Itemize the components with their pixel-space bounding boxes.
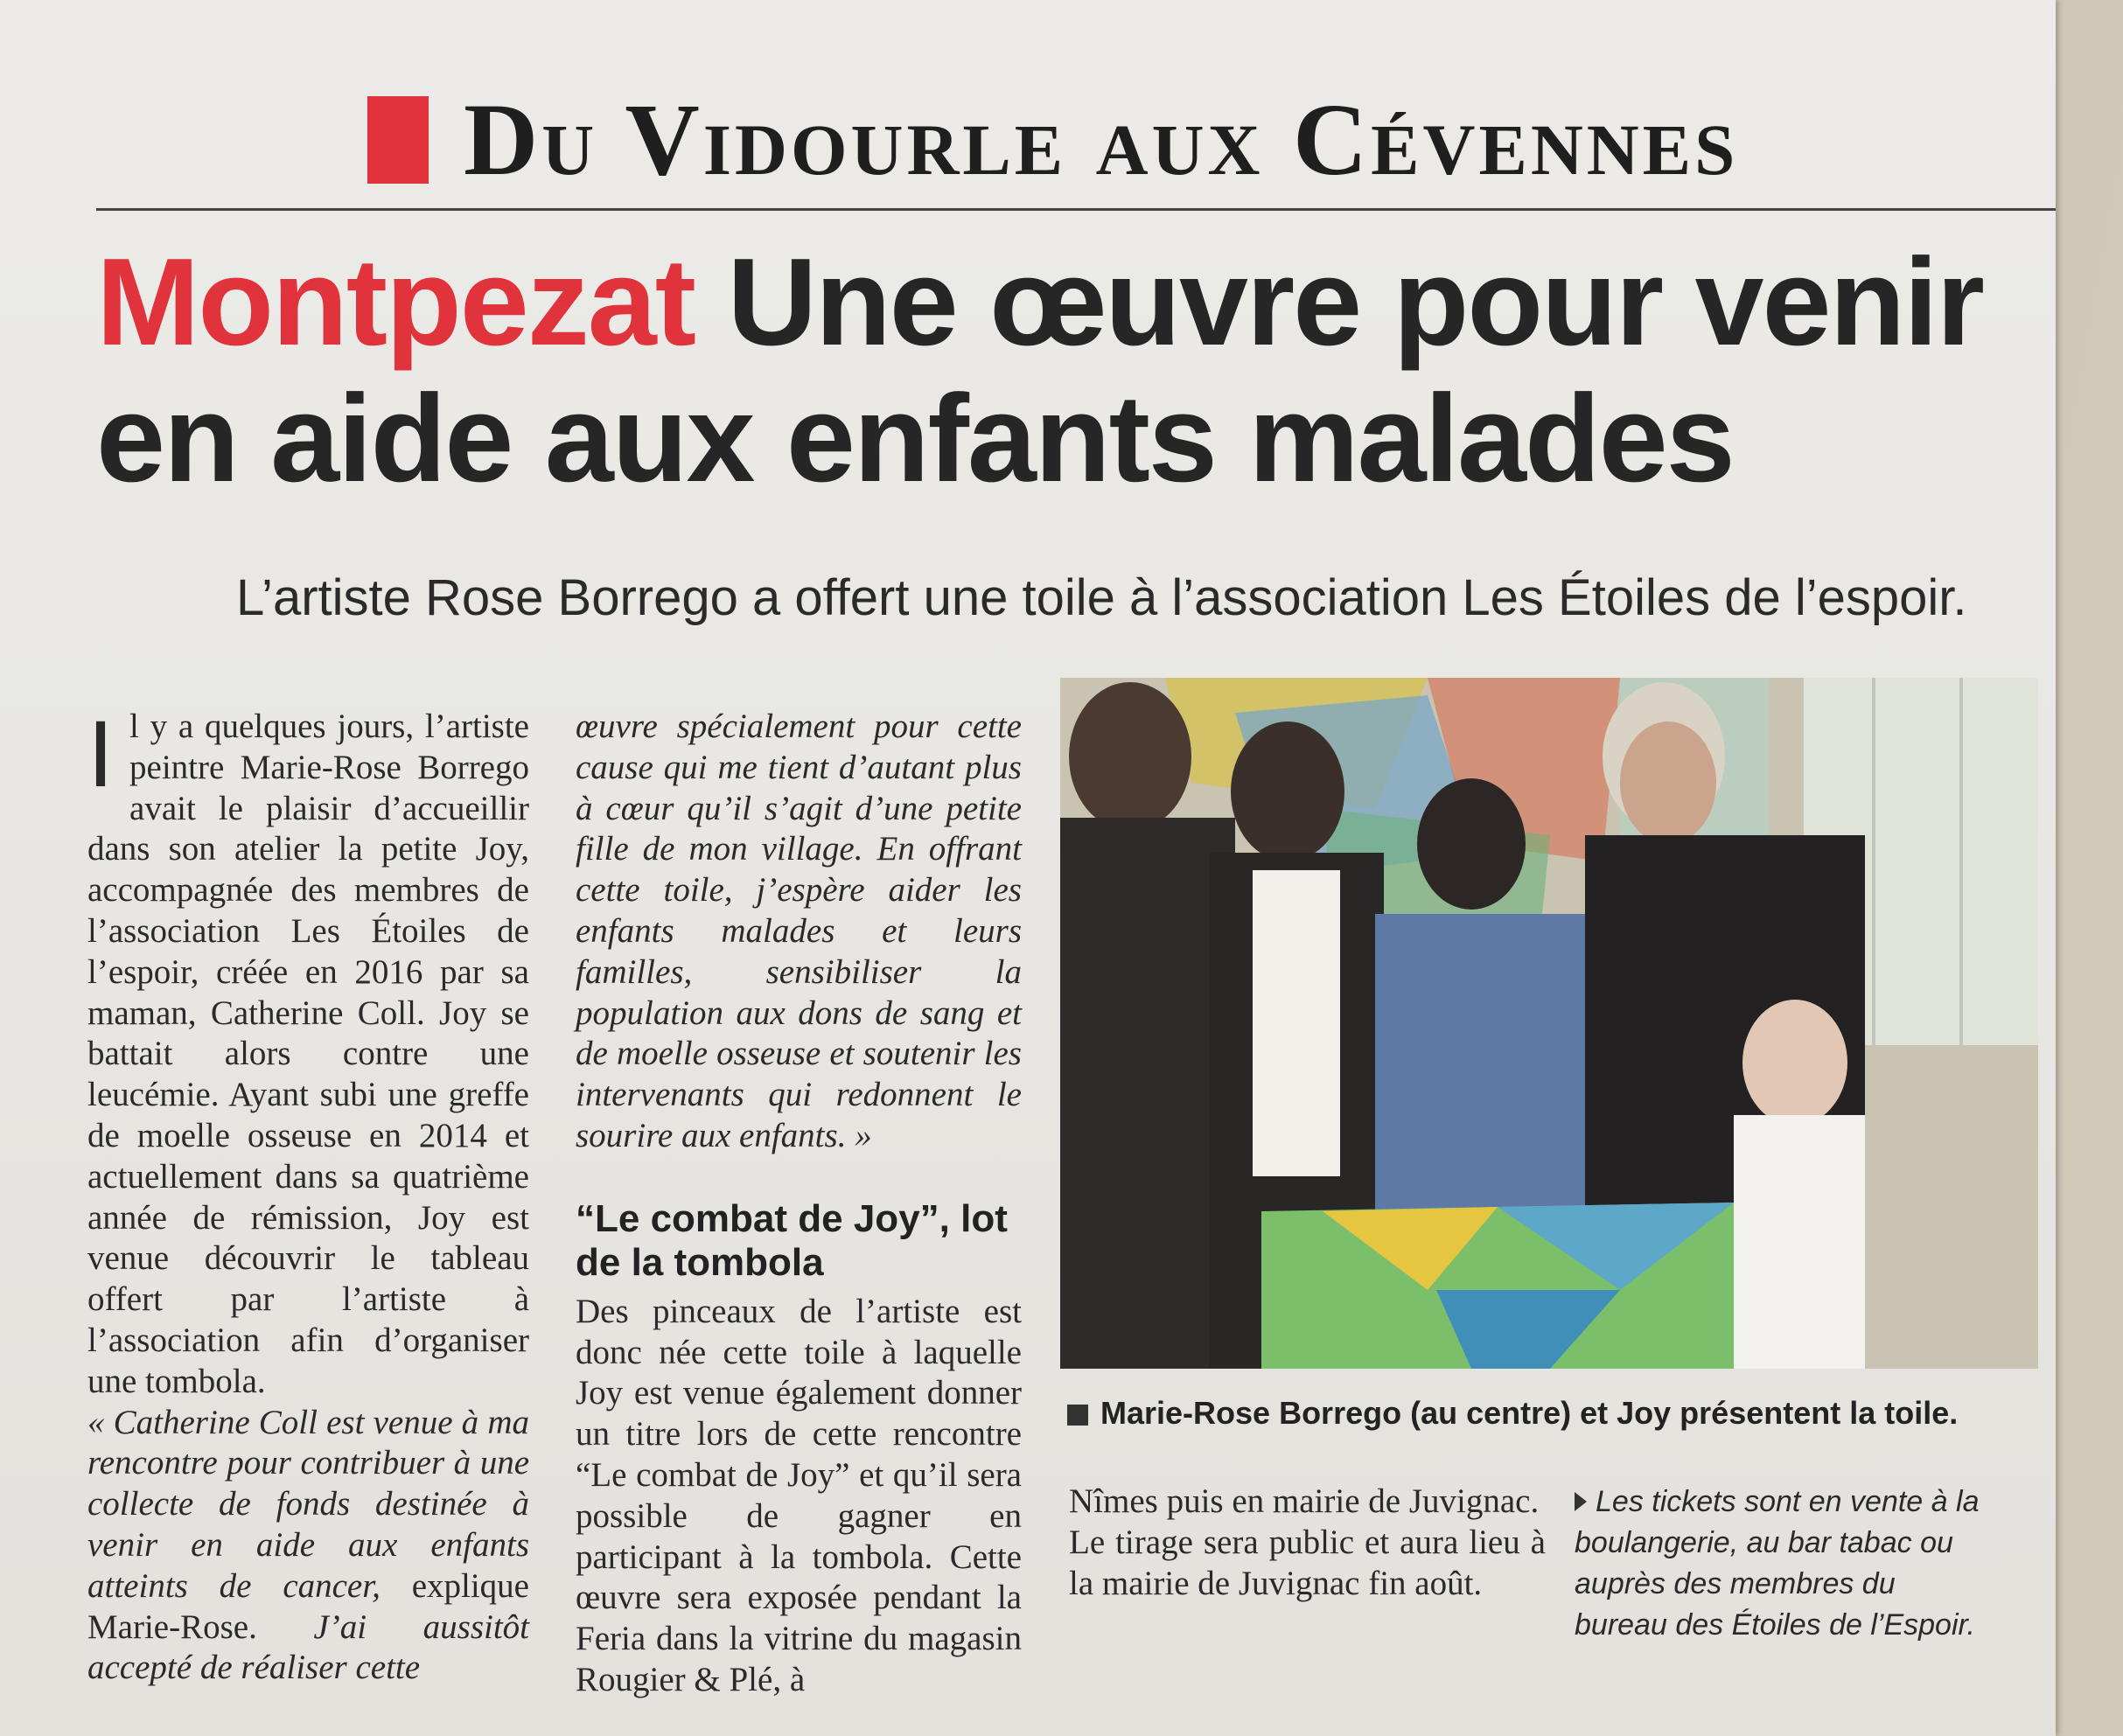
headline <box>96 234 2047 507</box>
headline-kicker: Montpezat <box>96 233 695 372</box>
caption-marker-icon <box>1067 1405 1088 1426</box>
drop-cap: I <box>87 701 115 806</box>
practical-info <box>1575 1482 1986 1646</box>
quote-attribution: explique Marie-Rose. <box>87 1566 529 1646</box>
quote-text: J’ai aussitôt accepté de réaliser cette <box>87 1607 530 1687</box>
paragraph <box>87 701 529 1403</box>
paragraph <box>87 1403 529 1690</box>
headline-title: Une œuvre pour venir en aide aux enfants malades <box>96 233 1983 508</box>
info-text: Les tickets sont en vente à la boulangerie, au bar tabac ou auprès des membres du bureau des Étoiles de l’Espoir. <box>1575 1485 1980 1642</box>
article-column-1 <box>87 701 530 1689</box>
quote-continuation: œuvre spécialement pour cette cause qui me tient d’autant plus à cœur qu’il s’agit d’une petite fille de mon village. En offrant cette toile, j’espère aider les enfants malades et leurs familles, sensibiliser la population aux dons de sang et de moelle osseuse et soutenir les intervenants qui redonnent le sourire aux enfants. » <box>576 708 1022 1154</box>
paragraph: Des pinceaux de l’artiste est donc née cette toile à laquelle Joy est venue également donner un titre lors de cette rencontre “Le combat de Joy” et qu’il sera possible de gagner en participant à la tombola. Cette œuvre sera exposée pendant la Feria dans la vitrine du magasin Rougier & Plé, à <box>576 1292 1022 1698</box>
article-column-2 <box>576 707 1022 1701</box>
paragraph: Le tirage sera public et aura lieu à la mairie de Juvignac fin août. <box>1069 1523 1546 1602</box>
group-photo-icon <box>1060 678 2038 1369</box>
caption-text: Marie-Rose Borrego (au centre) et Joy présentent la toile. <box>1100 1395 1959 1431</box>
photo-caption <box>1067 1395 2038 1432</box>
quote-text: « Catherine Coll est venue à ma rencontre pour contribuer à une collecte de fonds destinée à venir en aide aux enfants atteints de cancer, <box>87 1403 529 1605</box>
section-marker-icon <box>367 96 429 184</box>
paragraph: Nîmes puis en mairie de Juvignac. <box>1069 1482 1540 1520</box>
section-title: Du Vidourle aux Cévennes <box>464 82 1739 197</box>
section-divider <box>96 208 2056 211</box>
article-column-3 <box>1069 1482 1546 1604</box>
intro-text: l y a quelques jours, l’artiste peintre Marie-Rose Borrego avait le plaisir d’accueillir dans son atelier la petite Joy, accompagnée des membres de l’association Les Étoiles de l’espoir, créée en 2016 par sa maman, Catherine Coll. Joy se battait alors contre une leucémie. Ayant subi une greffe de moelle osseuse en 2014 et actuellement dans sa quatrième année de rémission, Joy est venue découvrir le tableau offert par l’artiste à l’association afin d’organiser une tombola. <box>87 708 529 1400</box>
info-arrow-icon <box>1575 1492 1587 1511</box>
subheading: “Le combat de Joy”, lot de la tombola <box>576 1196 1008 1284</box>
section-header <box>367 80 1738 199</box>
photo-illustration <box>1060 678 2038 1369</box>
standfirst: L’artiste Rose Borrego a offert une toile à l’association Les Étoiles de l’espoir. <box>236 569 1967 626</box>
